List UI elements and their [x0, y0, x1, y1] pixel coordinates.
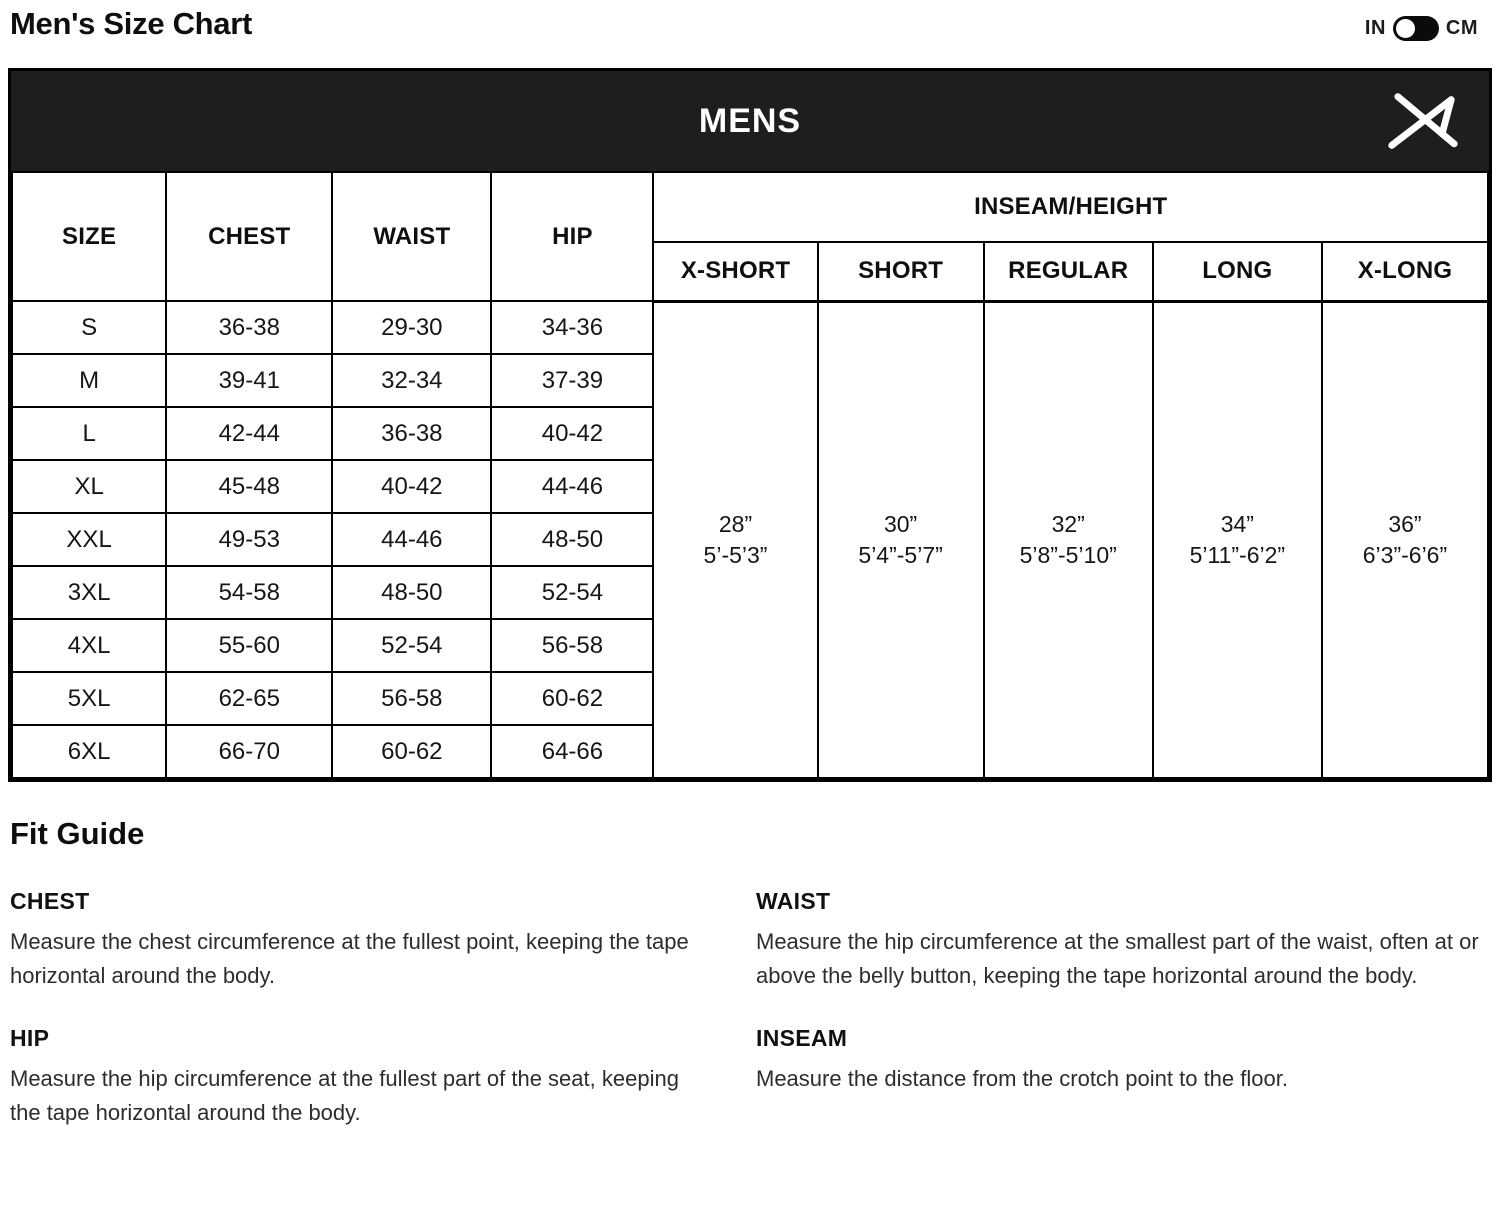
size-table-head	[12, 172, 1488, 301]
waist-cell: 48-50	[332, 566, 491, 619]
inseam-value: 28”	[718, 510, 753, 537]
hip-cell: 52-54	[491, 566, 653, 619]
fit-guide-title: Fit Guide	[10, 816, 145, 851]
waist-cell: 56-58	[332, 672, 491, 725]
chest-cell: 42-44	[166, 407, 332, 460]
size-cell: 3XL	[12, 566, 166, 619]
mens-banner	[11, 71, 1489, 171]
col-header-size: SIZE	[12, 172, 166, 301]
waist-cell: 32-34	[332, 354, 491, 407]
unit-toggle-switch[interactable]	[1393, 16, 1439, 41]
fit-heading-hip: HIP	[10, 1025, 50, 1051]
col-header-x-short: X-SHORT	[653, 242, 817, 301]
size-cell: XL	[12, 460, 166, 513]
waist-cell: 36-38	[332, 407, 491, 460]
col-header-long: LONG	[1153, 242, 1322, 301]
chest-cell: 55-60	[166, 619, 332, 672]
chest-cell: 49-53	[166, 513, 332, 566]
col-header-waist: WAIST	[332, 172, 491, 301]
mens-banner-title: MENS	[698, 101, 802, 140]
size-cell: M	[12, 354, 166, 407]
waist-cell: 29-30	[332, 301, 491, 354]
hip-cell: 40-42	[491, 407, 653, 460]
col-header-regular: REGULAR	[984, 242, 1153, 301]
inseam-value: 34”	[1220, 510, 1254, 537]
chest-cell: 66-70	[166, 725, 332, 778]
fit-section-hip	[10, 1025, 710, 1130]
fit-section-chest	[10, 888, 710, 993]
fit-guide-grid	[8, 888, 1492, 1130]
waist-cell: 40-42	[332, 460, 491, 513]
size-cell: L	[12, 407, 166, 460]
page-title: Men's Size Chart	[10, 6, 253, 41]
size-cell: 4XL	[12, 619, 166, 672]
unit-label-in: IN	[1364, 17, 1386, 39]
col-header-inseam-height: INSEAM/HEIGHT	[653, 172, 1488, 242]
toggle-knob-icon	[1396, 19, 1415, 38]
chest-cell: 36-38	[166, 301, 332, 354]
fit-heading-waist: WAIST	[756, 888, 831, 914]
fit-text-inseam: Measure the distance from the crotch point to the floor.	[756, 1066, 1288, 1091]
height-range: 5’4”-5’7”	[858, 541, 943, 568]
height-range: 5’8”-5’10”	[1019, 541, 1117, 568]
inseam-value: 30”	[883, 510, 918, 537]
inseam-height-cell	[1153, 301, 1322, 778]
hip-cell: 37-39	[491, 354, 653, 407]
inseam-height-cell	[653, 301, 817, 778]
chest-cell: 54-58	[166, 566, 332, 619]
hip-cell: 44-46	[491, 460, 653, 513]
fit-heading-chest: CHEST	[10, 888, 90, 914]
fit-section-waist	[756, 888, 1492, 993]
fit-text-chest: Measure the chest circumference at the fullest point, keeping the tape horizontal around the body.	[10, 929, 689, 988]
table-row	[12, 301, 1488, 354]
hip-cell: 64-66	[491, 725, 653, 778]
col-header-chest: CHEST	[166, 172, 332, 301]
chest-cell: 62-65	[166, 672, 332, 725]
fit-text-hip: Measure the hip circumference at the fullest part of the seat, keeping the tape horizontal around the body.	[10, 1066, 679, 1125]
size-table-body	[12, 301, 1488, 778]
fit-section-inseam	[756, 1025, 1492, 1130]
height-range: 5’11”-6’2”	[1189, 541, 1286, 568]
fit-text-waist: Measure the hip circumference at the smallest part of the waist, often at or above the belly button, keeping the tape horizontal around the body.	[756, 929, 1479, 988]
top-bar	[8, 4, 1492, 62]
inseam-height-cell	[818, 301, 984, 778]
inseam-value: 36”	[1388, 510, 1422, 537]
col-header-short: SHORT	[818, 242, 984, 301]
size-chart-frame	[8, 68, 1492, 782]
waist-cell: 60-62	[332, 725, 491, 778]
hip-cell: 48-50	[491, 513, 653, 566]
chest-cell: 45-48	[166, 460, 332, 513]
waist-cell: 52-54	[332, 619, 491, 672]
inseam-value: 32”	[1051, 510, 1085, 537]
inseam-height-cell	[984, 301, 1153, 778]
size-cell: XXL	[12, 513, 166, 566]
header-row-main	[12, 172, 1488, 242]
col-header-hip: HIP	[491, 172, 653, 301]
hip-cell: 34-36	[491, 301, 653, 354]
height-range: 5’-5’3”	[703, 541, 768, 568]
size-cell: 5XL	[12, 672, 166, 725]
chest-cell: 39-41	[166, 354, 332, 407]
size-table	[11, 171, 1489, 779]
inseam-height-cell	[1322, 301, 1488, 778]
unit-toggle	[1365, 16, 1478, 41]
hip-cell: 60-62	[491, 672, 653, 725]
fit-heading-inseam: INSEAM	[756, 1025, 848, 1051]
height-range: 6’3”-6’6”	[1362, 541, 1448, 568]
size-cell: S	[12, 301, 166, 354]
waist-cell: 44-46	[332, 513, 491, 566]
col-header-x-long: X-LONG	[1322, 242, 1488, 301]
brand-star-logo-icon	[1379, 89, 1467, 153]
size-cell: 6XL	[12, 725, 166, 778]
unit-label-cm: CM	[1445, 17, 1478, 39]
hip-cell: 56-58	[491, 619, 653, 672]
